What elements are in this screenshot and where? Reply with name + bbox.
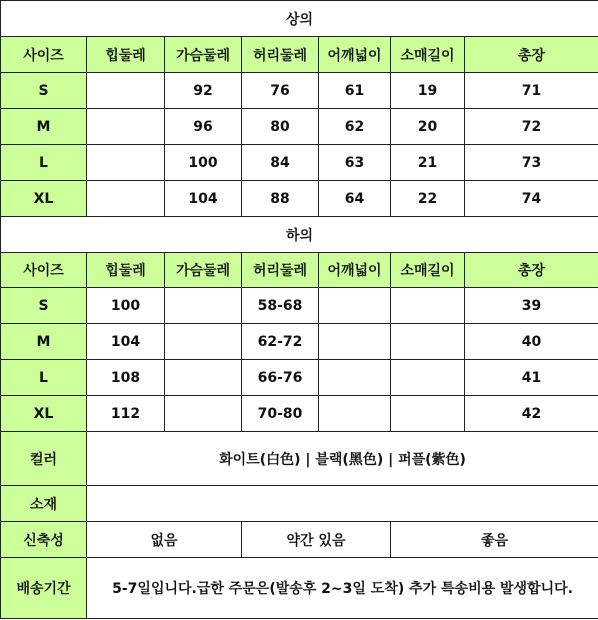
top-waist-cell: 88 bbox=[242, 181, 319, 217]
shipping-value: 5-7일입니다.급한 주문은(발송후 2~3일 도착) 추가 특송비용 발생합니다. bbox=[87, 558, 598, 619]
top-section-title-row bbox=[1, 1, 598, 37]
bottom-row-m bbox=[1, 324, 598, 360]
top-shoulder-cell: 62 bbox=[319, 109, 391, 145]
bottom-header-chest: 가슴둘레 bbox=[165, 253, 242, 288]
bottom-chest-cell bbox=[165, 324, 242, 360]
top-size-cell: M bbox=[1, 109, 87, 145]
color-value: 화이트(白色) | 블랙(黑色) | 퍼플(紫色) bbox=[87, 432, 598, 486]
bottom-row-l bbox=[1, 360, 598, 396]
top-row-l bbox=[1, 145, 598, 181]
shipping-row bbox=[1, 558, 598, 619]
top-shoulder-cell: 63 bbox=[319, 145, 391, 181]
bottom-row-xl bbox=[1, 396, 598, 432]
top-header-length: 총장 bbox=[465, 37, 598, 73]
top-sleeve-cell: 20 bbox=[391, 109, 465, 145]
top-row-m bbox=[1, 109, 598, 145]
bottom-section-title: 하의 bbox=[1, 217, 598, 253]
bottom-sleeve-cell bbox=[391, 396, 465, 432]
top-chest-cell: 100 bbox=[165, 145, 242, 181]
bottom-length-cell: 42 bbox=[465, 396, 598, 432]
shipping-label: 배송기간 bbox=[1, 558, 87, 619]
top-header-size: 사이즈 bbox=[1, 37, 87, 73]
bottom-hip-cell: 108 bbox=[87, 360, 165, 396]
top-header-sleeve: 소매길이 bbox=[391, 37, 465, 73]
top-chest-cell: 96 bbox=[165, 109, 242, 145]
bottom-header-hip: 힙둘레 bbox=[87, 253, 165, 288]
bottom-header-size: 사이즈 bbox=[1, 253, 87, 288]
stretch-row bbox=[1, 522, 598, 558]
bottom-length-cell: 41 bbox=[465, 360, 598, 396]
bottom-header-shoulder: 어깨넓이 bbox=[319, 253, 391, 288]
material-row bbox=[1, 486, 598, 522]
top-header-shoulder: 어깨넓이 bbox=[319, 37, 391, 73]
top-header-row bbox=[1, 37, 598, 73]
top-length-cell: 74 bbox=[465, 181, 598, 217]
stretch-label: 신축성 bbox=[1, 522, 87, 558]
top-waist-cell: 84 bbox=[242, 145, 319, 181]
stretch-option-good: 좋음 bbox=[391, 522, 598, 558]
top-length-cell: 73 bbox=[465, 145, 598, 181]
bottom-header-row bbox=[1, 253, 598, 288]
stretch-option-none: 없음 bbox=[87, 522, 242, 558]
top-length-cell: 72 bbox=[465, 109, 598, 145]
top-hip-cell bbox=[87, 73, 165, 109]
top-size-cell: S bbox=[1, 73, 87, 109]
top-length-cell: 71 bbox=[465, 73, 598, 109]
color-row bbox=[1, 432, 598, 486]
bottom-section-title-row bbox=[1, 217, 598, 253]
bottom-waist-cell: 62-72 bbox=[242, 324, 319, 360]
top-header-chest: 가슴둘레 bbox=[165, 37, 242, 73]
bottom-shoulder-cell bbox=[319, 324, 391, 360]
top-row-xl bbox=[1, 181, 598, 217]
top-waist-cell: 80 bbox=[242, 109, 319, 145]
bottom-sleeve-cell bbox=[391, 288, 465, 324]
bottom-waist-cell: 66-76 bbox=[242, 360, 319, 396]
bottom-row-s bbox=[1, 288, 598, 324]
top-chest-cell: 92 bbox=[165, 73, 242, 109]
bottom-length-cell: 40 bbox=[465, 324, 598, 360]
bottom-shoulder-cell bbox=[319, 396, 391, 432]
top-size-cell: L bbox=[1, 145, 87, 181]
bottom-waist-cell: 70-80 bbox=[242, 396, 319, 432]
top-shoulder-cell: 61 bbox=[319, 73, 391, 109]
material-value bbox=[87, 486, 598, 522]
top-hip-cell bbox=[87, 145, 165, 181]
color-label: 컬러 bbox=[1, 432, 87, 486]
top-hip-cell bbox=[87, 181, 165, 217]
top-sleeve-cell: 22 bbox=[391, 181, 465, 217]
bottom-shoulder-cell bbox=[319, 288, 391, 324]
bottom-waist-cell: 58-68 bbox=[242, 288, 319, 324]
top-header-hip: 힙둘레 bbox=[87, 37, 165, 73]
bottom-size-cell: M bbox=[1, 324, 87, 360]
material-label: 소재 bbox=[1, 486, 87, 522]
top-shoulder-cell: 64 bbox=[319, 181, 391, 217]
bottom-header-length: 총장 bbox=[465, 253, 598, 288]
bottom-shoulder-cell bbox=[319, 360, 391, 396]
bottom-sleeve-cell bbox=[391, 324, 465, 360]
bottom-size-cell: L bbox=[1, 360, 87, 396]
bottom-size-cell: S bbox=[1, 288, 87, 324]
bottom-hip-cell: 112 bbox=[87, 396, 165, 432]
bottom-chest-cell bbox=[165, 396, 242, 432]
top-waist-cell: 76 bbox=[242, 73, 319, 109]
bottom-chest-cell bbox=[165, 360, 242, 396]
top-sleeve-cell: 21 bbox=[391, 145, 465, 181]
bottom-header-sleeve: 소매길이 bbox=[391, 253, 465, 288]
bottom-sleeve-cell bbox=[391, 360, 465, 396]
bottom-chest-cell bbox=[165, 288, 242, 324]
bottom-length-cell: 39 bbox=[465, 288, 598, 324]
top-section-title: 상의 bbox=[1, 1, 598, 37]
bottom-hip-cell: 104 bbox=[87, 324, 165, 360]
bottom-hip-cell: 100 bbox=[87, 288, 165, 324]
top-hip-cell bbox=[87, 109, 165, 145]
stretch-option-slight: 약간 있음 bbox=[242, 522, 391, 558]
bottom-size-cell: XL bbox=[1, 396, 87, 432]
top-row-s bbox=[1, 73, 598, 109]
top-header-waist: 허리둘레 bbox=[242, 37, 319, 73]
bottom-header-waist: 허리둘레 bbox=[242, 253, 319, 288]
top-chest-cell: 104 bbox=[165, 181, 242, 217]
top-size-cell: XL bbox=[1, 181, 87, 217]
top-sleeve-cell: 19 bbox=[391, 73, 465, 109]
